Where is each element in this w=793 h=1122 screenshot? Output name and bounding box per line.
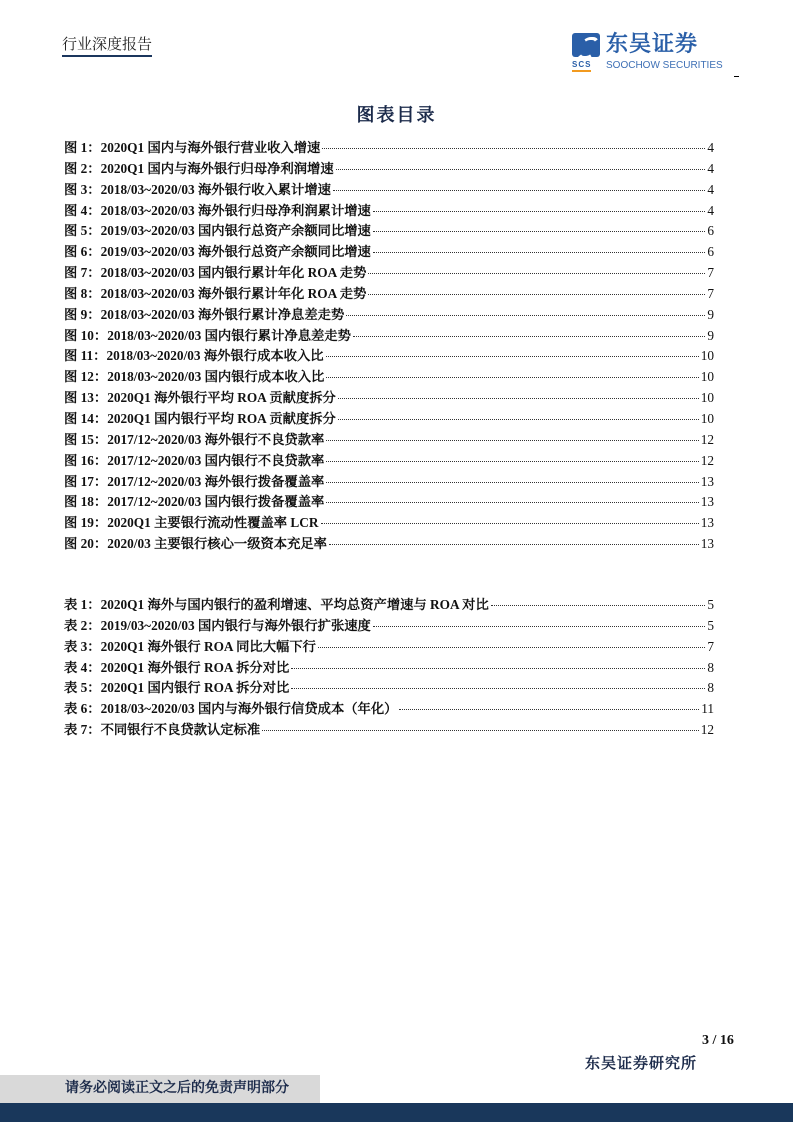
toc-entry-label: 图 11：2018/03~2020/03 海外银行成本收入比 xyxy=(64,348,324,364)
toc-entry-page: 11 xyxy=(701,701,714,717)
toc-entry[interactable] xyxy=(64,180,714,201)
toc-entry-label: 图 19：2020Q1 主要银行流动性覆盖率 LCR xyxy=(64,515,319,531)
dot-leader xyxy=(326,482,698,483)
toc-entry-label: 图 18：2017/12~2020/03 国内银行拨备覆盖率 xyxy=(64,494,325,510)
toc-entry-label: 表 2：2019/03~2020/03 国内银行与海外银行扩张速度 xyxy=(64,617,371,633)
figure-list xyxy=(64,138,714,555)
logo-abbr: SCS xyxy=(572,60,591,72)
toc-entry-page: 13 xyxy=(700,536,714,552)
toc-entry-page: 6 xyxy=(707,244,714,260)
dot-leader xyxy=(373,626,706,627)
toc-entry[interactable] xyxy=(64,367,714,388)
toc-entry-page: 9 xyxy=(707,306,714,322)
toc-entry[interactable] xyxy=(64,451,714,472)
dot-leader xyxy=(326,440,698,441)
toc-entry-page: 4 xyxy=(707,140,714,155)
toc-entry[interactable] xyxy=(64,159,714,180)
toc-entry-page: 5 xyxy=(707,597,714,612)
toc-entry-label: 图 14：2020Q1 国内银行平均 ROA 贡献度拆分 xyxy=(64,410,336,426)
toc-entry-page: 12 xyxy=(700,722,714,738)
toc-entry-page: 4 xyxy=(707,160,714,176)
toc-entry-page: 13 xyxy=(700,515,714,531)
dot-leader xyxy=(326,356,699,357)
dot-leader xyxy=(373,231,706,232)
toc-entry-label: 图 9：2018/03~2020/03 海外银行累计净息差走势 xyxy=(64,306,345,322)
toc-entry[interactable] xyxy=(64,221,714,242)
toc-entry-label: 图 16：2017/12~2020/03 国内银行不良贷款率 xyxy=(64,452,325,468)
toc-entry-label: 图 12：2018/03~2020/03 国内银行成本收入比 xyxy=(64,369,325,385)
toc-entry[interactable] xyxy=(64,242,714,263)
toc-entry-page: 10 xyxy=(700,348,714,364)
toc-entry-label: 表 3：2020Q1 海外银行 ROA 同比大幅下行 xyxy=(64,638,316,654)
dot-leader xyxy=(336,169,706,170)
toc-entry-page: 4 xyxy=(707,181,714,197)
company-logo xyxy=(572,33,762,75)
toc-entry-label: 图 3：2018/03~2020/03 海外银行收入累计增速 xyxy=(64,181,331,197)
dot-leader xyxy=(321,523,699,524)
toc-entry-label: 图 15：2017/12~2020/03 海外银行不良贷款率 xyxy=(64,431,325,447)
toc-entry[interactable] xyxy=(64,346,714,367)
toc-entry-page: 13 xyxy=(700,494,714,510)
toc-entry[interactable] xyxy=(64,699,714,720)
table-list xyxy=(64,595,714,741)
toc-entry-page: 5 xyxy=(707,617,714,633)
toc-entry-label: 图 20：2020/03 主要银行核心一级资本充足率 xyxy=(64,536,327,552)
dot-leader xyxy=(326,502,698,503)
footer-band xyxy=(0,1103,793,1122)
logo-en: SOOCHOW SECURITIES xyxy=(606,60,723,71)
toc-entry-label: 表 1：2020Q1 海外与国内银行的盈利增速、平均总资产增速与 ROA 对比 xyxy=(64,597,489,612)
toc-entry[interactable] xyxy=(64,138,714,159)
dot-leader xyxy=(326,377,698,378)
toc-entry-page: 10 xyxy=(700,390,714,406)
toc-entry-page: 7 xyxy=(707,285,714,301)
toc-entry-label: 表 7：不同银行不良贷款认定标准 xyxy=(64,722,261,738)
dot-leader xyxy=(346,315,705,316)
toc-entry-label: 图 10：2018/03~2020/03 国内银行累计净息差走势 xyxy=(64,327,351,343)
toc-entry[interactable] xyxy=(64,513,714,534)
dot-leader xyxy=(338,398,699,399)
toc-entry-label: 图 6：2019/03~2020/03 海外银行总资产余额同比增速 xyxy=(64,244,371,260)
dot-leader xyxy=(373,252,706,253)
toc-entry-page: 10 xyxy=(700,369,714,385)
dot-leader xyxy=(322,148,705,149)
toc-entry[interactable] xyxy=(64,678,714,699)
toc-entry-page: 8 xyxy=(707,680,714,696)
dot-leader xyxy=(353,336,705,337)
toc-entry-page: 12 xyxy=(700,431,714,447)
toc-entry[interactable] xyxy=(64,326,714,347)
toc-entry-page: 13 xyxy=(700,473,714,489)
dot-leader xyxy=(291,668,705,669)
page-title: 图表目录 xyxy=(356,105,437,125)
dot-leader xyxy=(368,294,705,295)
toc-entry[interactable] xyxy=(64,388,714,409)
toc-entry-label: 图 7：2018/03~2020/03 国内银行累计年化 ROA 走势 xyxy=(64,265,367,281)
toc-entry-label: 图 13：2020Q1 海外银行平均 ROA 贡献度拆分 xyxy=(64,390,336,406)
toc-entry-label: 图 1：2020Q1 国内与海外银行营业收入增速 xyxy=(64,140,321,155)
logo-mark-icon xyxy=(572,33,600,57)
toc-entry-page: 6 xyxy=(707,223,714,239)
toc-entry[interactable] xyxy=(64,263,714,284)
toc-entry-label: 图 8：2018/03~2020/03 海外银行累计年化 ROA 走势 xyxy=(64,285,367,301)
toc-entry[interactable] xyxy=(64,720,714,741)
toc-entry-page: 10 xyxy=(700,410,714,426)
toc-entry[interactable] xyxy=(64,616,714,637)
header-tick xyxy=(734,76,739,77)
disclaimer-box xyxy=(0,1075,320,1103)
dot-leader xyxy=(329,544,699,545)
toc-entry-label: 表 6：2018/03~2020/03 国内与海外银行信贷成本（年化） xyxy=(64,701,398,717)
toc-entry-label: 表 5：2020Q1 国内银行 ROA 拆分对比 xyxy=(64,680,290,696)
dot-leader xyxy=(326,461,698,462)
toc-entry[interactable] xyxy=(64,637,714,658)
toc-entry-page: 7 xyxy=(707,265,714,281)
dot-leader xyxy=(399,709,699,710)
toc-entry[interactable] xyxy=(64,201,714,222)
dot-leader xyxy=(368,273,705,274)
dot-leader xyxy=(373,211,706,212)
dot-leader xyxy=(338,419,699,420)
toc-entry[interactable] xyxy=(64,658,714,679)
toc-entry[interactable] xyxy=(64,305,714,326)
disclaimer-text: 请务必阅读正文之后的免责声明部分 xyxy=(65,1081,289,1096)
toc-entry-label: 图 2：2020Q1 国内与海外银行归母净利润增速 xyxy=(64,160,334,176)
report-type-label: 行业深度报告 xyxy=(62,36,152,57)
toc-entry-page: 12 xyxy=(700,452,714,468)
dot-leader xyxy=(333,190,705,191)
toc-entry[interactable] xyxy=(64,430,714,451)
toc-entry-label: 图 5：2019/03~2020/03 国内银行总资产余额同比增速 xyxy=(64,223,371,239)
toc-entry[interactable] xyxy=(64,534,714,555)
toc-entry-label: 图 17：2017/12~2020/03 海外银行拨备覆盖率 xyxy=(64,473,325,489)
page-number: 3 / 16 xyxy=(702,1033,734,1048)
firm-name: 东吴证券研究所 xyxy=(585,1056,698,1072)
toc-entry-page: 7 xyxy=(707,638,714,654)
toc-entry-page: 4 xyxy=(707,202,714,218)
dot-leader xyxy=(262,730,699,731)
dot-leader xyxy=(491,605,706,606)
toc-entry-page: 9 xyxy=(707,327,714,343)
toc-entry[interactable] xyxy=(64,472,714,493)
toc-entry[interactable] xyxy=(64,595,714,616)
toc-entry-label: 表 4：2020Q1 海外银行 ROA 拆分对比 xyxy=(64,659,290,675)
toc-entry-label: 图 4：2018/03~2020/03 海外银行归母净利润累计增速 xyxy=(64,202,371,218)
toc-entry[interactable] xyxy=(64,409,714,430)
dot-leader xyxy=(291,688,705,689)
toc-entry-page: 8 xyxy=(707,659,714,675)
toc-entry[interactable] xyxy=(64,492,714,513)
dot-leader xyxy=(318,647,705,648)
toc-entry[interactable] xyxy=(64,284,714,305)
logo-cn: 东吴证券 xyxy=(606,32,699,57)
